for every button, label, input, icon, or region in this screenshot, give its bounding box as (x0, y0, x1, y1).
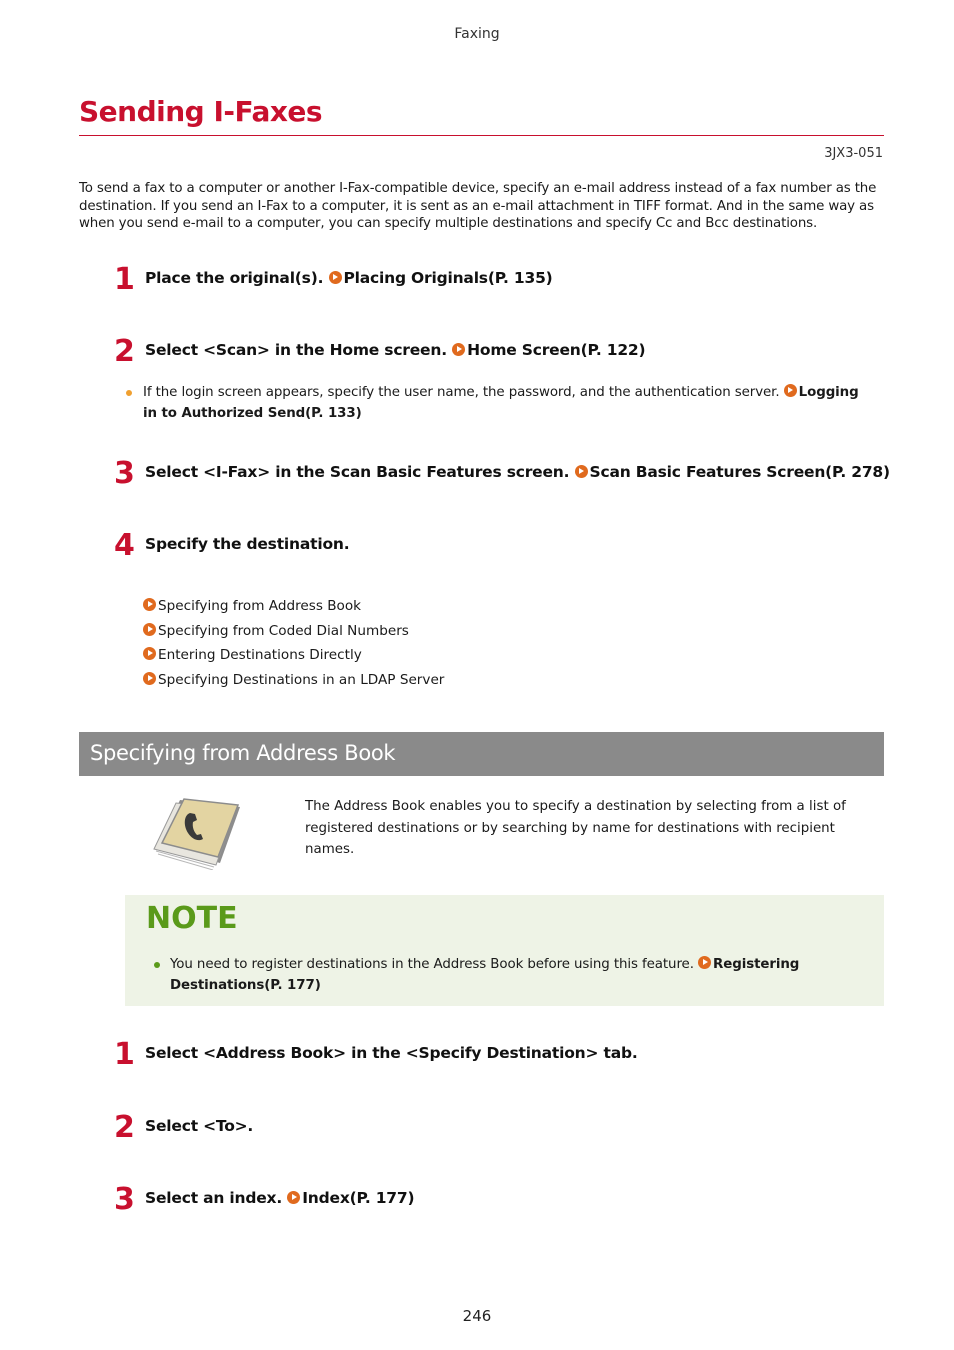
list-item[interactable]: Entering Destinations Directly (143, 645, 444, 670)
bullet-icon (154, 962, 160, 968)
step-4 (145, 534, 349, 554)
step-text: Select <To>. (145, 1117, 254, 1135)
step-2-note (143, 382, 883, 424)
note-box (125, 895, 884, 1006)
cross-ref-link[interactable]: Scan Basic Features Screen(P. 278) (575, 463, 890, 481)
step-1 (145, 268, 553, 288)
step-text: Select an index. (145, 1189, 283, 1207)
section-header (79, 732, 884, 776)
document-id: 3JX3-051 (824, 146, 883, 161)
step-number: 2 (114, 1110, 135, 1145)
arrow-right-icon (784, 384, 797, 397)
arrow-right-icon (287, 1191, 300, 1204)
list-item[interactable]: Specifying from Coded Dial Numbers (143, 621, 444, 646)
arrow-right-icon (143, 647, 156, 660)
step-text: Select <I-Fax> in the Scan Basic Features screen. (145, 463, 570, 481)
step-number: 3 (114, 1182, 135, 1217)
arrow-right-icon (329, 271, 342, 284)
page-number: 246 (462, 1307, 492, 1325)
list-item[interactable]: Specifying from Address Book (143, 596, 444, 621)
section-step-2 (145, 1116, 253, 1136)
section-description: The Address Book enables you to specify a destination by selecting from a list of registered destinations or by searching by name for destinations with recipient names. (305, 799, 846, 857)
section-title: Specifying from Address Book (90, 741, 396, 765)
step-3 (145, 462, 890, 482)
intro-paragraph: To send a fax to a computer or another I-Fax-compatible device, specify an e-mail address instead of a fax number as the destination. If you send an I-Fax to a computer, it is sent as an e-mail attachment in TIFF format. And in the same way as when you send e-mail to a computer, you can specify multiple destinations and specify Cc and Bcc destinations. (79, 181, 877, 231)
step-number: 1 (114, 262, 135, 297)
list-item[interactable]: Specifying Destinations in an LDAP Server (143, 670, 444, 695)
page-title: Sending I-Faxes (79, 95, 323, 128)
step-2 (145, 340, 645, 360)
section-step-3 (145, 1188, 414, 1208)
bullet-icon (126, 390, 132, 396)
cross-ref-link[interactable]: Logging in to Authorized Send(P. 133) (143, 385, 859, 421)
note-text: You need to register destinations in the Address Book before using this feature. (170, 957, 694, 972)
arrow-right-icon (698, 956, 711, 969)
step-text: Place the original(s). (145, 269, 324, 287)
step-number: 2 (114, 334, 135, 369)
title-divider (79, 135, 884, 136)
destination-link-list (143, 596, 444, 694)
step-text: Specify the destination. (145, 535, 350, 553)
cross-ref-link[interactable]: Home Screen(P. 122) (452, 341, 645, 359)
step-number: 4 (114, 528, 135, 563)
arrow-right-icon (143, 598, 156, 611)
cross-ref-link[interactable]: Registering Destinations(P. 177) (170, 957, 800, 993)
step-text: Select <Scan> in the Home screen. (145, 341, 447, 359)
arrow-right-icon (143, 672, 156, 685)
section-step-1 (145, 1043, 638, 1063)
step-number: 3 (114, 456, 135, 491)
note-item (170, 954, 870, 996)
address-book-icon (150, 795, 245, 870)
cross-ref-link[interactable]: Placing Originals(P. 135) (329, 269, 553, 287)
arrow-right-icon (575, 465, 588, 478)
arrow-right-icon (143, 623, 156, 636)
running-header: Faxing (454, 26, 500, 42)
step-text: Select <Address Book> in the <Specify Destination> tab. (145, 1044, 638, 1062)
note-text: If the login screen appears, specify the user name, the password, and the authentication server. (143, 385, 780, 400)
note-heading: NOTE (146, 901, 238, 936)
cross-ref-link[interactable]: Index(P. 177) (287, 1189, 414, 1207)
arrow-right-icon (452, 343, 465, 356)
step-number: 1 (114, 1037, 135, 1072)
